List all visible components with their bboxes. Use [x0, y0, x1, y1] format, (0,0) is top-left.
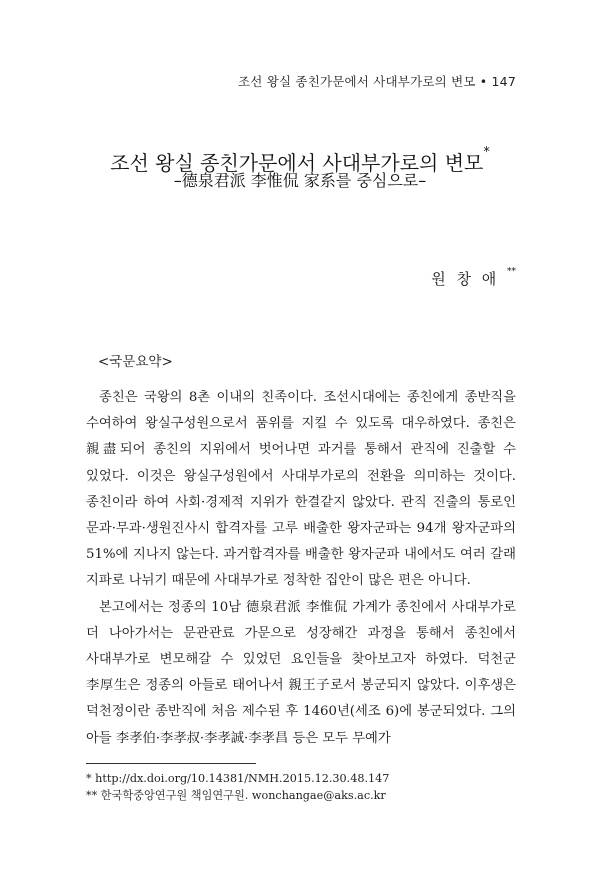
footnote-divider	[86, 763, 256, 764]
abstract-body	[86, 385, 516, 752]
running-header: 조선 왕실 종친가문에서 사대부가로의 변모 • 147	[237, 74, 516, 89]
author-name: 원 창 애	[431, 270, 500, 288]
article-title-text: 조선 왕실 종친가문에서 사대부가로의 변모	[110, 151, 484, 176]
abstract-paragraph: 종친은 국왕의 8촌 이내의 친족이다. 조선시대에는 종친에게 종반직을 수여하여 왕실구성원으로서 품위를 지킬 수 있도록 대우하였다. 종친은 親盡되어 종친의 지위에서 벗어나면 과거를 통해서 관직에 진출할 수 있었다. 이것은 왕실구성원에서 사대부가로의 전환을 의미하는 것이다. 종친이라 하여 사회·경제적 지위가 한결같지 않았다. 관직 진출의 통로인 문과·무과·생원진사시 합격자를 고루 배출한 왕자군파는 94개 왕자군파의 51%에 지나지 않는다. 과거합격자를 배출한 왕자군파 내에서도 여러 갈래 지파로 나뉘기 때문에 사대부가로 정착한 집안이 많은 편은 아니다.	[86, 390, 516, 589]
footnote-doi[interactable]: * http://dx.doi.org/10.14381/NMH.2015.12.30.48.147	[86, 772, 390, 785]
title-footnote-mark[interactable]: *	[483, 145, 490, 161]
footnotes	[86, 770, 516, 804]
abstract-heading: <국문요약>	[98, 354, 173, 370]
article-subtitle: –德泉君派 李惟侃 家系를 중심으로–	[173, 171, 427, 190]
author-line	[431, 268, 516, 289]
author-footnote-mark[interactable]: **	[507, 267, 516, 277]
abstract-paragraph: 본고에서는 정종의 10남 德泉君派 李惟侃 가계가 종친에서 사대부가로 더 나아가서는 문관관료 가문으로 성장해간 과정을 통해서 종친에서 사대부가로 변모해갈 수 있었던 요인들을 찾아보고자 하였다. 덕천군 李厚生은 정종의 아들로 태어나서 親王子로서 봉군되지 않았다. 이후생은 덕천정이란 종반직에 처음 제수된 후 1460년(세조 6)에 봉군되었다. 그의 아들 李孝伯·李孝叔·李孝誠·李孝昌 등은 모두 무예가	[86, 599, 516, 746]
footnote-author-affiliation[interactable]: ** 한국학중앙연구원 책임연구원. wonchangae@aks.ac.kr	[86, 789, 386, 802]
